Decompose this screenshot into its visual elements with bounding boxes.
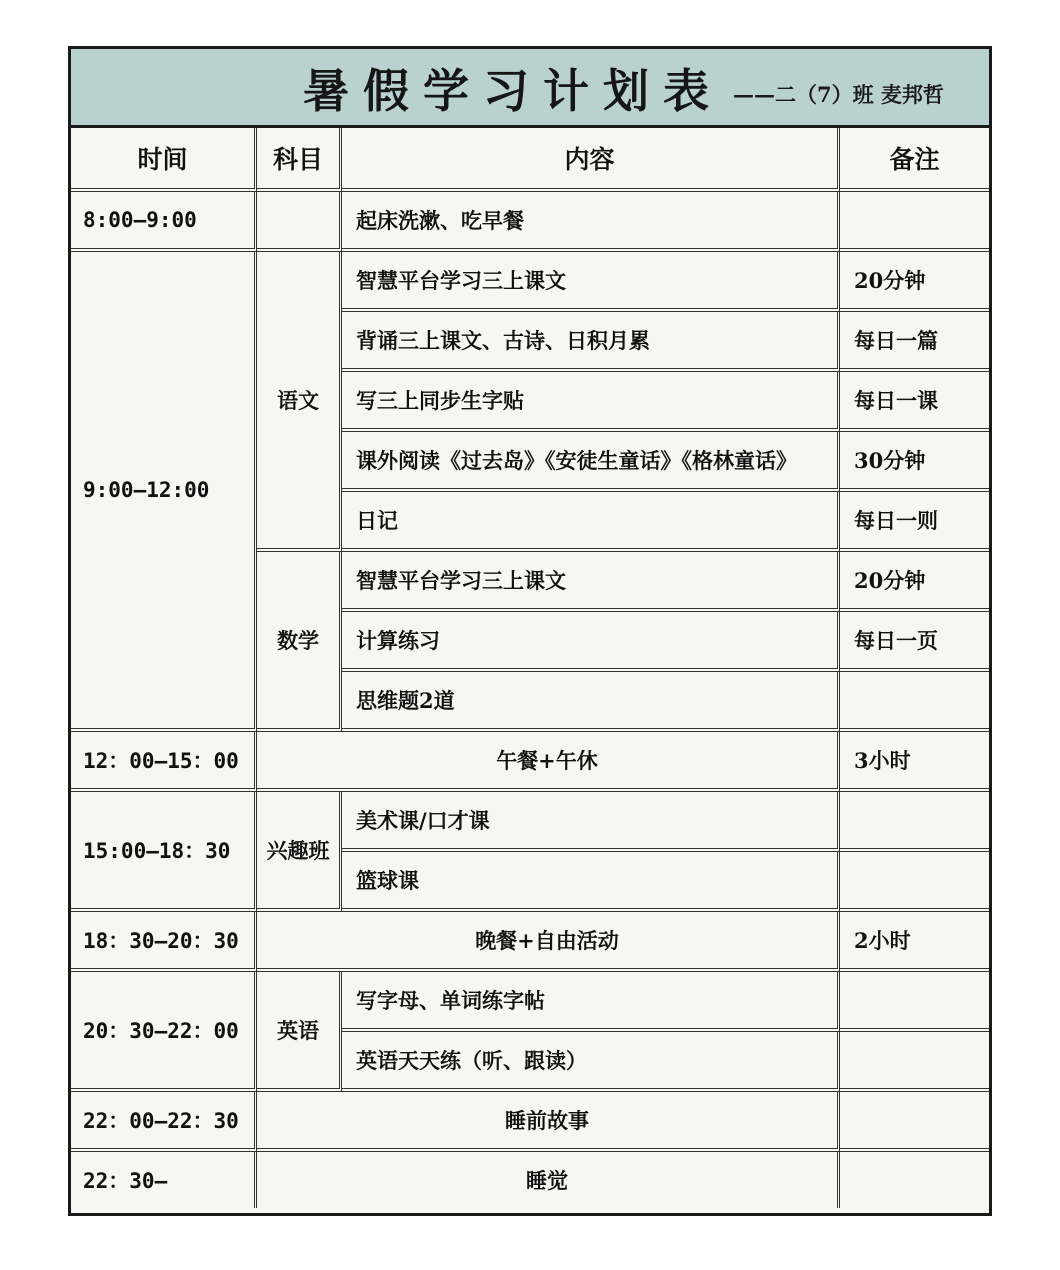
table-row <box>71 192 989 252</box>
note-cell <box>840 852 989 912</box>
note-cell <box>840 672 989 732</box>
time-cell: 20：30—22：00 <box>71 972 257 1092</box>
content-cell: 计算练习 <box>342 612 840 672</box>
content-cell: 午餐+午休 <box>257 732 840 792</box>
content-cell: 起床洗漱、吃早餐 <box>342 192 840 252</box>
header-row <box>71 128 989 192</box>
note-cell: 每日一页 <box>840 612 989 672</box>
table-row <box>71 792 989 852</box>
content-cell: 英语天天练（听、跟读） <box>342 1032 840 1092</box>
time-cell: 15:00—18：30 <box>71 792 257 912</box>
col-header-content: 内容 <box>342 128 840 192</box>
content-cell: 智慧平台学习三上课文 <box>342 252 840 312</box>
time-cell: 12：00—15：00 <box>71 732 257 792</box>
subject-cell: 兴趣班 <box>257 792 342 912</box>
note-cell: 每日一篇 <box>840 312 989 372</box>
note-cell <box>840 1032 989 1092</box>
time-cell: 18：30—20：30 <box>71 912 257 972</box>
note-cell: 3小时 <box>840 732 989 792</box>
note-cell: 每日一课 <box>840 372 989 432</box>
subject-cell: 语文 <box>257 252 342 552</box>
table-row <box>71 912 989 972</box>
content-cell: 日记 <box>342 492 840 552</box>
subject-cell: 数学 <box>257 552 342 732</box>
title-bar <box>71 49 989 128</box>
table-row <box>71 252 989 312</box>
content-cell: 睡前故事 <box>257 1092 840 1152</box>
content-cell: 写三上同步生字贴 <box>342 372 840 432</box>
table-row <box>71 1092 989 1152</box>
note-cell: 2小时 <box>840 912 989 972</box>
note-cell <box>840 972 989 1032</box>
subject-cell: 英语 <box>257 972 342 1092</box>
note-cell: 20分钟 <box>840 552 989 612</box>
table-row <box>71 1152 989 1208</box>
table-row <box>71 732 989 792</box>
plan-sheet <box>68 46 992 1216</box>
content-cell: 晚餐+自由活动 <box>257 912 840 972</box>
content-cell: 美术课/口才课 <box>342 792 840 852</box>
content-cell: 课外阅读《过去岛》《安徒生童话》《格林童话》 <box>342 432 840 492</box>
page-title: 暑假学习计划表 <box>303 64 723 118</box>
content-cell: 思维题2道 <box>342 672 840 732</box>
time-cell: 22：00—22：30 <box>71 1092 257 1152</box>
note-cell: 30分钟 <box>840 432 989 492</box>
note-cell <box>840 1152 989 1208</box>
col-header-time: 时间 <box>71 128 257 192</box>
content-cell: 睡觉 <box>257 1152 840 1208</box>
col-header-note: 备注 <box>840 128 989 192</box>
content-cell: 智慧平台学习三上课文 <box>342 552 840 612</box>
note-cell: 每日一则 <box>840 492 989 552</box>
note-cell: 20分钟 <box>840 252 989 312</box>
time-cell: 22：30— <box>71 1152 257 1208</box>
content-cell: 写字母、单词练字帖 <box>342 972 840 1032</box>
page-subtitle: ——二（7）班 麦邦哲 <box>733 82 944 107</box>
note-cell <box>840 192 989 252</box>
col-header-subject: 科目 <box>257 128 342 192</box>
content-cell: 篮球课 <box>342 852 840 912</box>
time-cell: 9:00—12:00 <box>71 252 257 732</box>
time-cell: 8:00—9:00 <box>71 192 257 252</box>
content-cell: 背诵三上课文、古诗、日积月累 <box>342 312 840 372</box>
note-cell <box>840 1092 989 1152</box>
schedule-table <box>71 128 989 1208</box>
table-row <box>71 972 989 1032</box>
subject-cell <box>257 192 342 252</box>
note-cell <box>840 792 989 852</box>
